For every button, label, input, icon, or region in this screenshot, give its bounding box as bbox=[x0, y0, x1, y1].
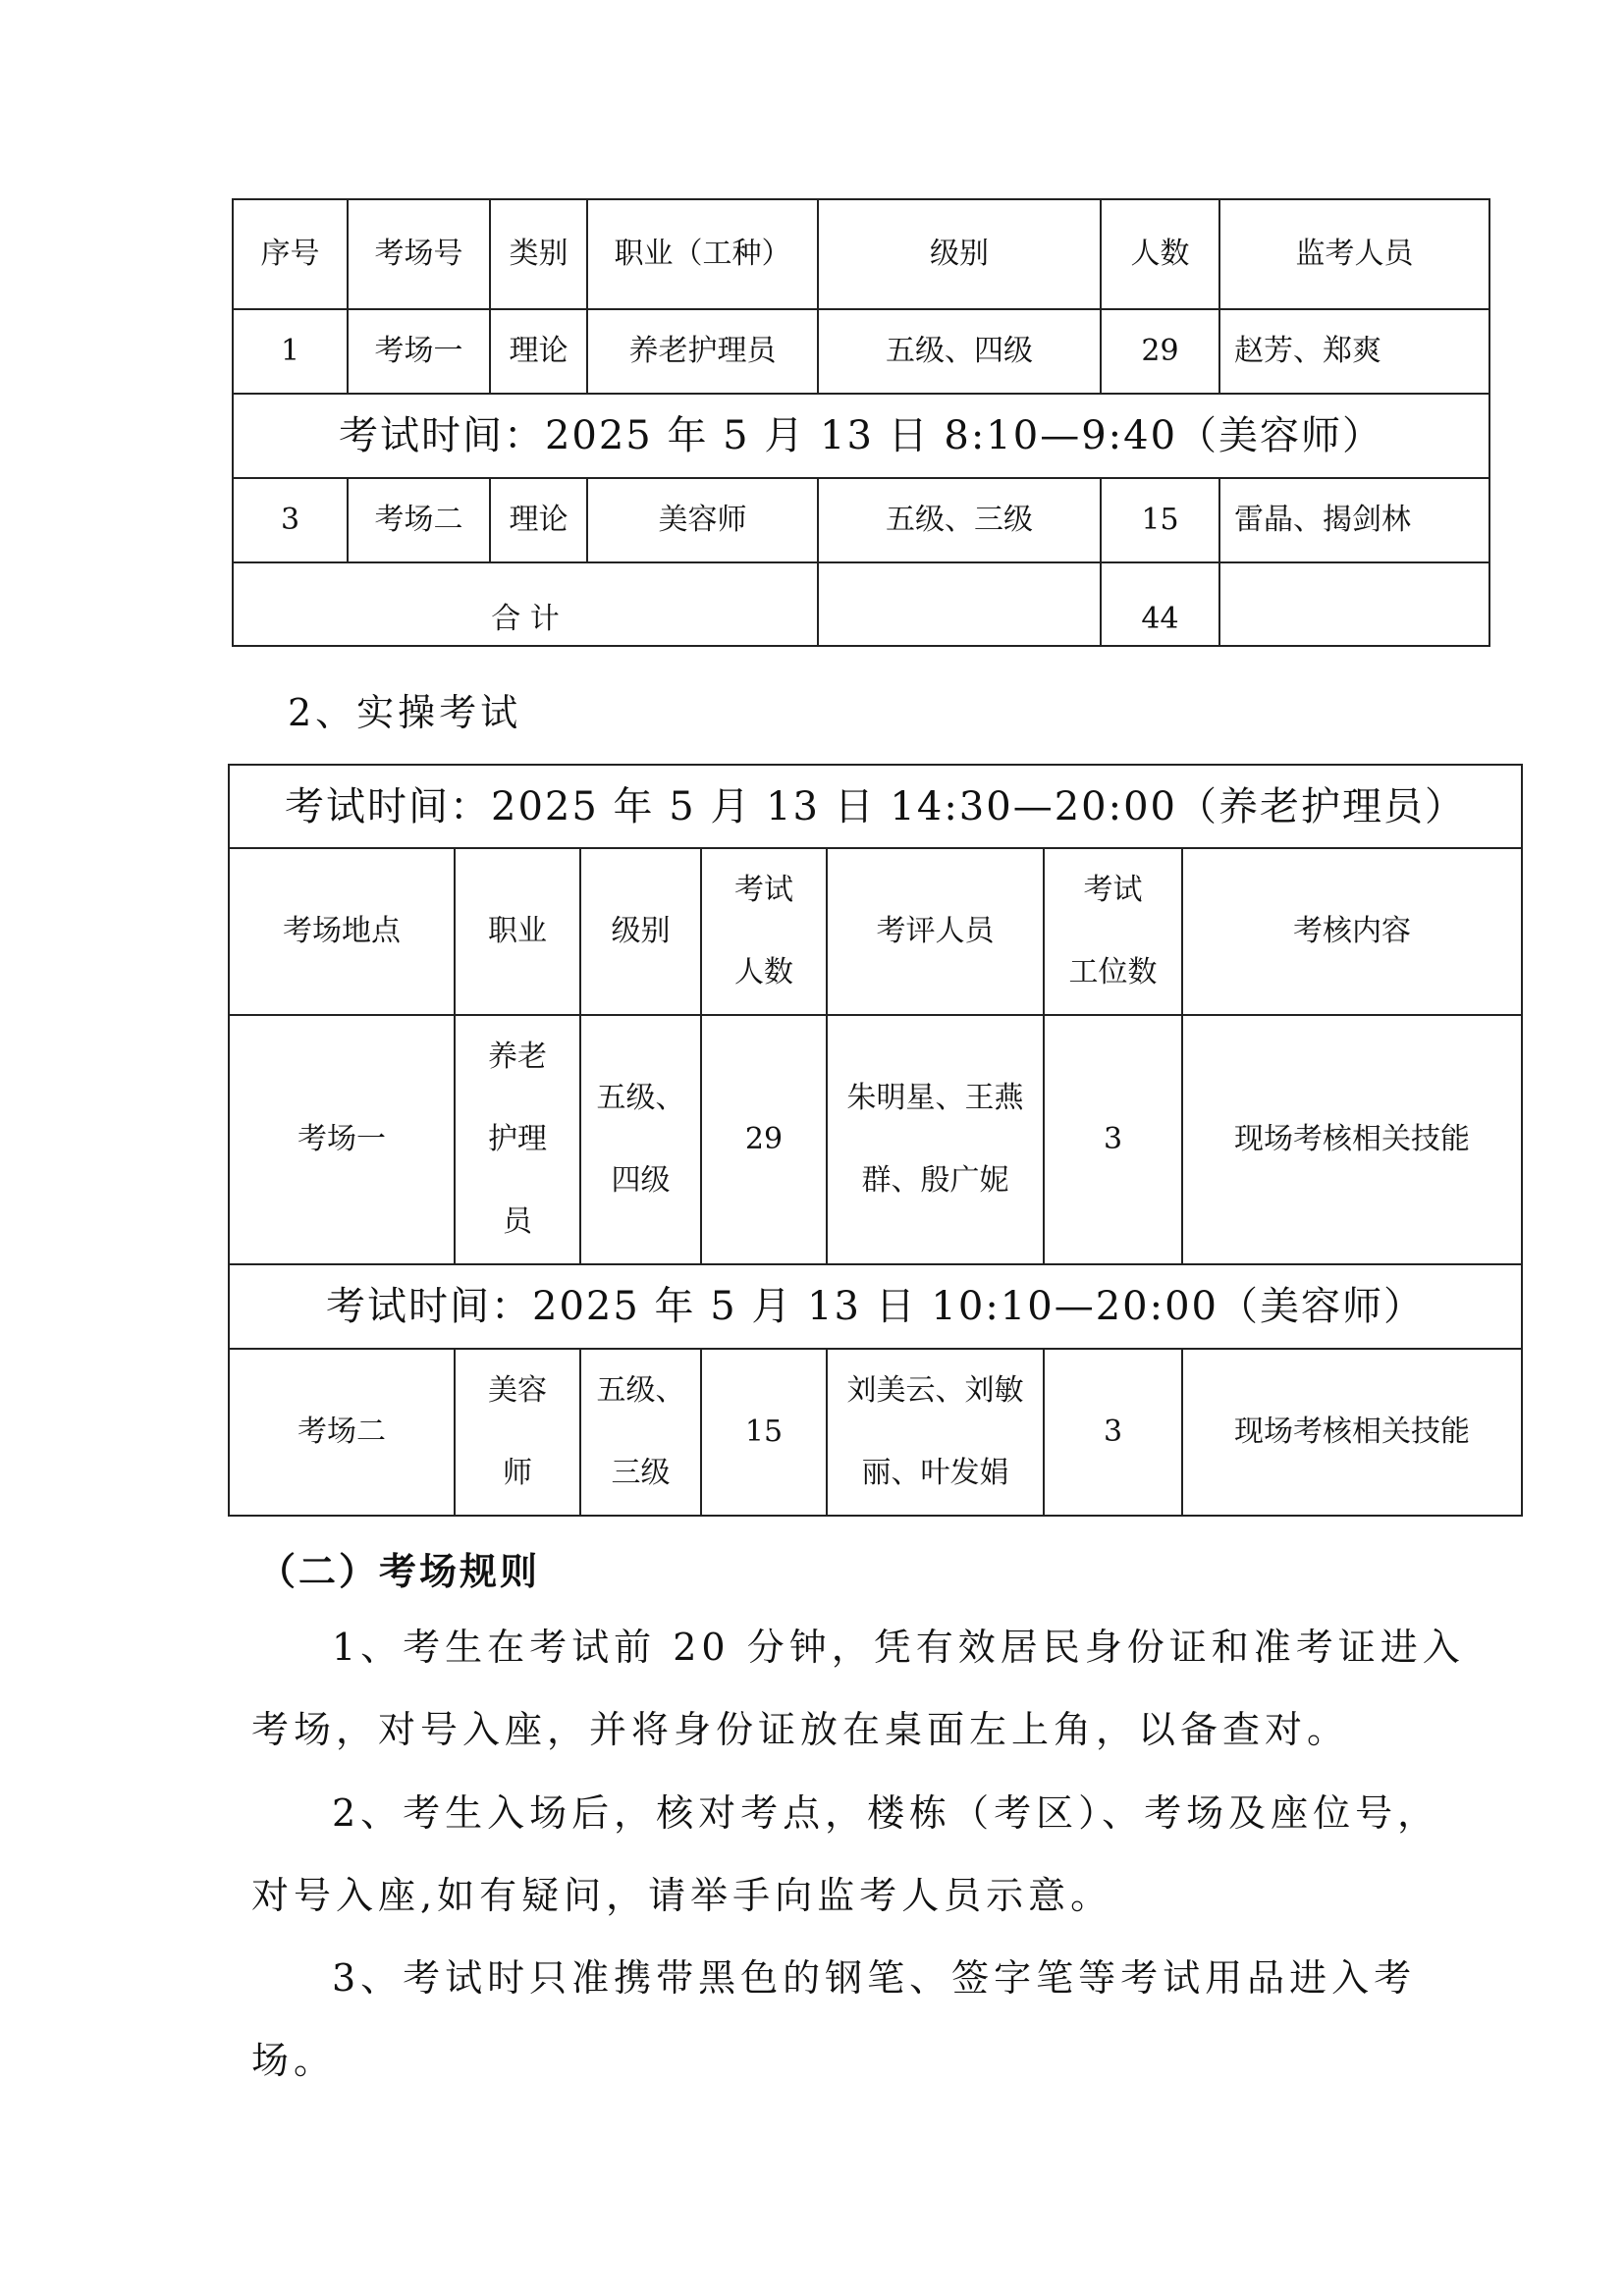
cell: 考场一 bbox=[229, 1015, 455, 1264]
cell: 理论 bbox=[490, 478, 587, 562]
cell: 五级、四级 bbox=[818, 309, 1101, 394]
line: 群、殷广妮 bbox=[861, 1163, 1009, 1198]
header-cell: 职业 bbox=[455, 848, 580, 1015]
header-line: 工位数 bbox=[1068, 955, 1158, 989]
cell: 29 bbox=[701, 1015, 827, 1264]
header-cell bbox=[701, 848, 827, 1015]
line: 四级 bbox=[611, 1163, 671, 1198]
line: 养老 bbox=[488, 1040, 547, 1074]
rule-paragraph bbox=[251, 1772, 1440, 1937]
cell: 考场二 bbox=[229, 1349, 455, 1516]
cell bbox=[455, 1015, 580, 1264]
line: 美容 bbox=[488, 1373, 547, 1408]
header-cell: 考核内容 bbox=[1182, 848, 1522, 1015]
total-label: 合 计 bbox=[233, 562, 818, 646]
cell: 现场考核相关技能 bbox=[1182, 1349, 1522, 1516]
total-row bbox=[233, 562, 1489, 646]
time-row bbox=[229, 765, 1522, 848]
theory-exam-table bbox=[232, 198, 1490, 647]
line: 刘美云、刘敏 bbox=[846, 1373, 1024, 1408]
header-line: 考试 bbox=[1083, 873, 1143, 907]
cell bbox=[818, 562, 1101, 646]
header-cell: 考场号 bbox=[348, 199, 490, 309]
line: 员 bbox=[503, 1204, 532, 1239]
table-header-row bbox=[233, 199, 1489, 309]
cell: 29 bbox=[1101, 309, 1219, 394]
header-cell: 监考人员 bbox=[1219, 199, 1489, 309]
cell: 美容师 bbox=[587, 478, 818, 562]
rule-line: 对号入座,如有疑问，请举手向监考人员示意。 bbox=[251, 1874, 1113, 1917]
cell bbox=[1219, 562, 1489, 646]
header-cell: 考场地点 bbox=[229, 848, 455, 1015]
header-cell: 级别 bbox=[818, 199, 1101, 309]
practical-heading: 2、实操考试 bbox=[288, 691, 522, 734]
exam-time: 考试时间：2025 年 5 月 13 日 8:10—9:40（美容师） bbox=[233, 394, 1489, 478]
rule-paragraph bbox=[251, 1606, 1465, 1771]
cell: 理论 bbox=[490, 309, 587, 394]
line: 师 bbox=[503, 1456, 532, 1490]
rule-line: 3、考试时只准携带黑色的钢笔、签字笔等考试用品进入考 bbox=[332, 1956, 1417, 2000]
cell: 现场考核相关技能 bbox=[1182, 1015, 1522, 1264]
cell: 3 bbox=[233, 478, 348, 562]
rule-paragraph bbox=[251, 1937, 1430, 2102]
line: 三级 bbox=[611, 1456, 671, 1490]
table-row bbox=[233, 478, 1489, 562]
header-cell: 序号 bbox=[233, 199, 348, 309]
header-cell: 职业（工种） bbox=[587, 199, 818, 309]
cell: 五级、三级 bbox=[818, 478, 1101, 562]
line: 朱明星、王燕 bbox=[846, 1081, 1024, 1115]
exam-time: 考试时间：2025 年 5 月 13 日 14:30—20:00（养老护理员） bbox=[229, 765, 1522, 848]
header-cell: 类别 bbox=[490, 199, 587, 309]
cell: 1 bbox=[233, 309, 348, 394]
exam-time: 考试时间：2025 年 5 月 13 日 10:10—20:00（美容师） bbox=[229, 1264, 1522, 1349]
cell: 考场二 bbox=[348, 478, 490, 562]
time-row bbox=[229, 1264, 1522, 1349]
rules-heading: （二）考场规则 bbox=[258, 1549, 541, 1593]
rule-line: 2、考生入场后，核对考点，楼栋（考区）、考场及座位号， bbox=[332, 1791, 1440, 1835]
line: 丽、叶发娟 bbox=[861, 1456, 1009, 1490]
line: 护理 bbox=[488, 1122, 547, 1156]
cell: 养老护理员 bbox=[587, 309, 818, 394]
header-cell: 考评人员 bbox=[827, 848, 1044, 1015]
line: 五级、 bbox=[596, 1373, 685, 1408]
cell: 赵芳、郑爽 bbox=[1219, 309, 1489, 394]
cell: 15 bbox=[1101, 478, 1219, 562]
rule-line: 场。 bbox=[251, 2039, 337, 2082]
table-row bbox=[229, 1349, 1522, 1516]
cell bbox=[827, 1015, 1044, 1264]
cell: 3 bbox=[1044, 1349, 1182, 1516]
table-row bbox=[233, 309, 1489, 394]
header-cell: 级别 bbox=[580, 848, 701, 1015]
cell: 3 bbox=[1044, 1015, 1182, 1264]
cell: 15 bbox=[701, 1349, 827, 1516]
cell: 考场一 bbox=[348, 309, 490, 394]
header-cell bbox=[1044, 848, 1182, 1015]
table-row bbox=[229, 1015, 1522, 1264]
cell bbox=[580, 1015, 701, 1264]
header-cell: 人数 bbox=[1101, 199, 1219, 309]
total-count: 44 bbox=[1101, 562, 1219, 646]
cell bbox=[455, 1349, 580, 1516]
table-header-row bbox=[229, 848, 1522, 1015]
line: 五级、 bbox=[596, 1081, 685, 1115]
rule-line: 考场，对号入座，并将身份证放在桌面左上角，以备查对。 bbox=[251, 1708, 1350, 1751]
time-row bbox=[233, 394, 1489, 478]
header-line: 考试 bbox=[734, 873, 793, 907]
cell: 雷晶、揭剑林 bbox=[1219, 478, 1489, 562]
practical-exam-table bbox=[228, 764, 1523, 1517]
header-line: 人数 bbox=[734, 955, 793, 989]
rule-line: 1、考生在考试前 20 分钟，凭有效居民身份证和准考证进入 bbox=[332, 1626, 1465, 1669]
cell bbox=[580, 1349, 701, 1516]
cell bbox=[827, 1349, 1044, 1516]
